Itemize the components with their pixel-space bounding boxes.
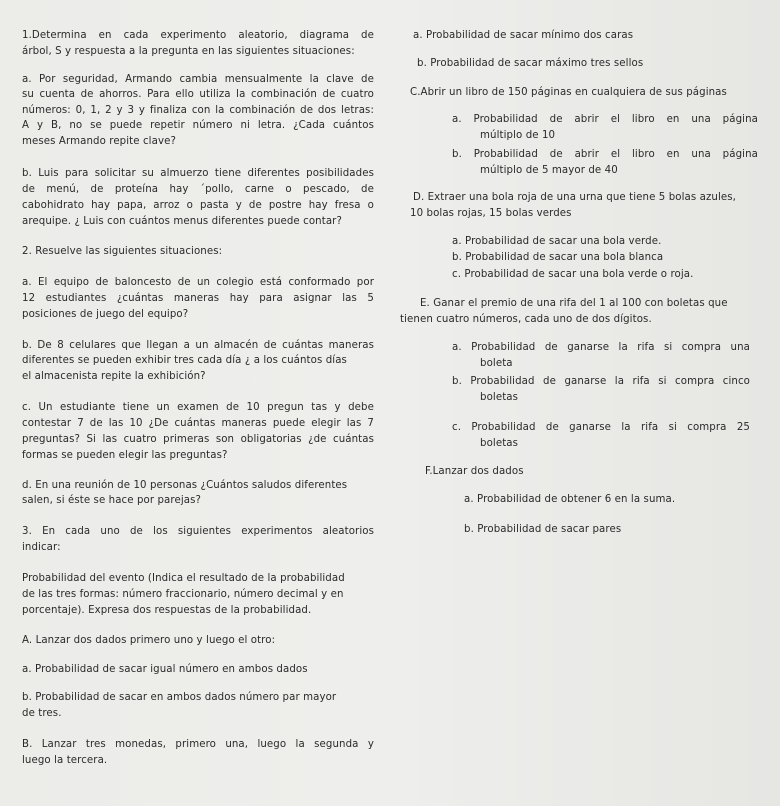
text-line: números: 0, 1, 2 y 3 y finaliza con la combinación de dos letras:: [22, 105, 374, 116]
text-line: árbol, S y respuesta a la pregunta en las siguientes situaciones:: [22, 46, 355, 57]
text-line: posiciones de juego del equipo?: [22, 309, 189, 320]
text-line: de menú, de proteína hay ´pollo, carne o pescado, de: [22, 184, 374, 195]
text-line: b. Probabilidad de sacar en ambos dados número par mayor: [22, 692, 337, 703]
text-line: su cuenta de ahorros. Para ello utiliza la combinación de cuatro: [22, 89, 374, 100]
text-line: E. Ganar el premio de una rifa del 1 al 100 con boletas que: [420, 298, 728, 309]
text-line: tienen cuatro números, cada uno de dos dígitos.: [400, 314, 652, 325]
text-line: meses Armando repite clave?: [22, 136, 176, 147]
text-line: múltiplo de 5 mayor de 40: [480, 165, 618, 176]
question-3A: A. Lanzar dos dados primero uno y luego el otro:: [22, 635, 276, 646]
text-line: boletas: [480, 392, 519, 403]
text-line: c. Un estudiante tiene un examen de 10 pregun tas y debe: [22, 402, 374, 413]
question-3D-a: a. Probabilidad de sacar una bola verde.: [452, 236, 662, 247]
question-3D-c: c. Probabilidad de sacar una bola verde o roja.: [452, 269, 694, 280]
text-line: B. Lanzar tres monedas, primero una, luego la segunda y: [22, 739, 374, 750]
text-line: a. El equipo de baloncesto de un colegio está conformado por: [22, 277, 374, 288]
question-3F: F.Lanzar dos dados: [425, 466, 524, 477]
text-line: d. En una reunión de 10 personas ¿Cuántos saludos diferentes: [22, 480, 348, 491]
text-line: b. Luis para solicitar su almuerzo tiene diferentes posibilidades: [22, 168, 374, 179]
text-line: A y B, no se puede repetir número ni letra. ¿Cada cuántos: [22, 120, 374, 131]
text-line: arequipe. ¿ Luis con cuántos menus diferentes puede contar?: [22, 216, 342, 227]
text-line: b. Probabilidad de ganarse la rifa si compra cinco: [452, 376, 750, 387]
text-line: múltiplo de 10: [480, 130, 556, 141]
question-2-intro: 2. Resuelve las siguientes situaciones:: [22, 246, 223, 257]
text-line: a. Por seguridad, Armando cambia mensualmente la clave de: [22, 74, 374, 85]
text-line: a. Probabilidad de abrir el libro en una página: [452, 114, 758, 125]
question-3F-b: b. Probabilidad de sacar pares: [464, 524, 622, 535]
text-line: luego la tercera.: [22, 755, 108, 766]
text-line: de las tres formas: número fraccionario, número decimal y en: [22, 589, 344, 600]
text-line: b. De 8 celulares que llegan a un almacén de cuántas maneras: [22, 340, 374, 351]
question-3A-a: a. Probabilidad de sacar igual número en ambos dados: [22, 664, 308, 675]
text-line: indicar:: [22, 542, 61, 553]
text-line: salen, si éste se hace por parejas?: [22, 495, 202, 506]
question-3B-b: b. Probabilidad de sacar máximo tres sellos: [417, 58, 644, 69]
text-line: de tres.: [22, 708, 62, 719]
text-line: porcentaje). Expresa dos respuestas de la probabilidad.: [22, 605, 312, 616]
text-line: D. Extraer una bola roja de una urna que tiene 5 bolas azules,: [413, 192, 737, 203]
text-line: diferentes se pueden exhibir tres cada día ¿ a los cuántos días: [22, 355, 347, 366]
question-3B-a: a. Probabilidad de sacar mínimo dos caras: [413, 30, 634, 41]
text-line: Probabilidad del evento (Indica el resultado de la probabilidad: [22, 573, 345, 584]
text-line: cabohidrato hay papa, arroz o pasta y de postre hay fresa o: [22, 200, 374, 211]
text-line: 1.Determina en cada experimento aleatorio, diagrama de: [22, 30, 374, 41]
text-line: b. Probabilidad de abrir el libro en una página: [452, 149, 758, 160]
text-line: preguntas? Si las cuatro primeras son obligatorias ¿de cuántas: [22, 434, 374, 445]
text-line: boletas: [480, 438, 519, 449]
question-3F-a: a. Probabilidad de obtener 6 en la suma.: [464, 494, 676, 505]
text-line: contestar 7 de las 10 ¿De cuántas maneras puede elegir las 7: [22, 418, 374, 429]
text-line: a. Probabilidad de ganarse la rifa si compra una: [452, 342, 750, 353]
text-line: c. Probabilidad de ganarse la rifa si compra 25: [452, 422, 750, 433]
question-3C: C.Abrir un libro de 150 páginas en cualquiera de sus páginas: [410, 87, 727, 98]
text-line: boleta: [480, 358, 513, 369]
text-line: formas se pueden elegir las preguntas?: [22, 450, 228, 461]
text-line: 10 bolas rojas, 15 bolas verdes: [410, 208, 572, 219]
text-line: 12 estudiantes ¿cuántas maneras hay para asignar las 5: [22, 293, 374, 304]
text-line: el almacenista repite la exhibición?: [22, 371, 206, 382]
text-line: 3. En cada uno de los siguientes experimentos aleatorios: [22, 526, 374, 537]
question-3D-b: b. Probabilidad de sacar una bola blanca: [452, 252, 664, 263]
